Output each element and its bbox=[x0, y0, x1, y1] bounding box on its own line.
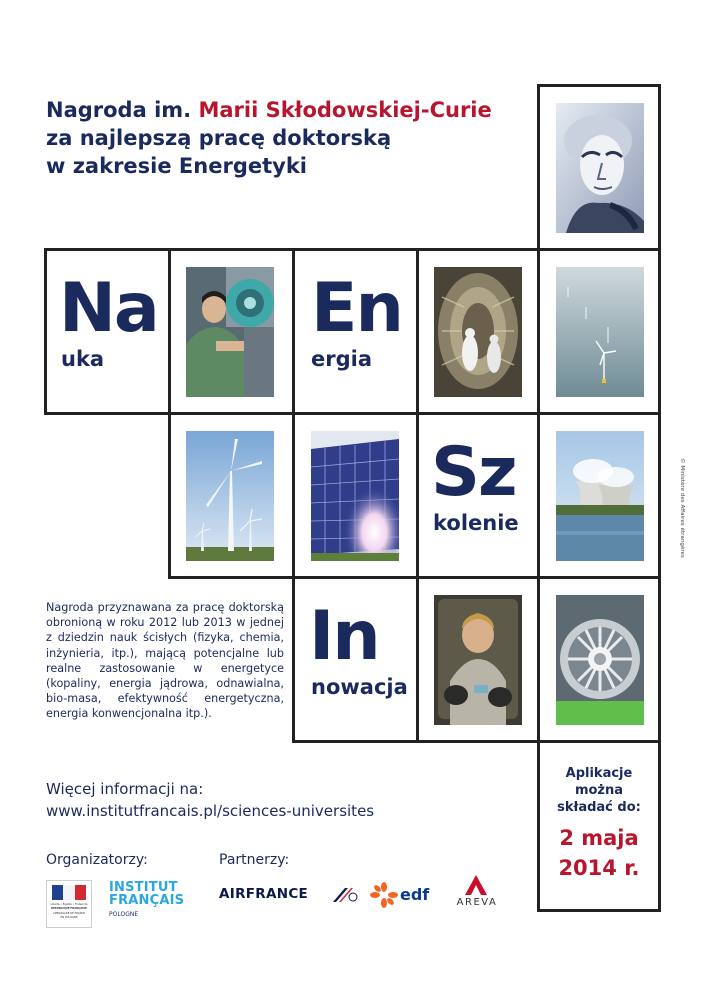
areva-logo bbox=[448, 874, 504, 912]
poster-title bbox=[46, 96, 526, 180]
symbol-en: En bbox=[311, 269, 402, 348]
republique-logo-text bbox=[49, 903, 89, 919]
symbol-sz-rest: kolenie bbox=[433, 511, 519, 535]
edf-logo bbox=[370, 880, 436, 910]
title-prefix: Nagroda im. bbox=[46, 98, 199, 122]
ambassade-country: EN POLOGNE bbox=[60, 915, 78, 919]
partners-label: Partnerzy: bbox=[219, 852, 290, 868]
application-label-line-2: można bbox=[574, 783, 624, 798]
offshore-wind-farm-image bbox=[556, 267, 644, 397]
cell-sz bbox=[416, 412, 540, 579]
cell-en bbox=[292, 248, 419, 415]
turbine-generator-image bbox=[556, 595, 644, 725]
cooling-towers-image bbox=[556, 431, 644, 561]
cell-laboratory-photo bbox=[168, 248, 295, 415]
cell-turbine-photo bbox=[537, 576, 661, 743]
title-curie-name: Marii Skłodowskiej-Curie bbox=[198, 98, 492, 122]
deadline-date-line-2: 2014 r. bbox=[558, 856, 640, 880]
reactor-interior-image bbox=[434, 267, 522, 397]
wind-turbines-image bbox=[186, 431, 274, 561]
edf-wordmark: edf bbox=[400, 885, 430, 904]
air-france-wordmark: AIRFRANCE bbox=[219, 886, 309, 902]
cell-reactor-photo bbox=[416, 248, 540, 415]
application-label-line-1: Aplikacje bbox=[565, 766, 633, 781]
cell-wind-turbine-photo bbox=[168, 412, 295, 579]
institut-logo-line-1: INSTITUT bbox=[109, 880, 178, 895]
republique-francaise-logo bbox=[46, 880, 92, 928]
curie-portrait-image bbox=[556, 103, 644, 233]
institut-logo-line-2: FRANÇAIS bbox=[109, 893, 185, 908]
more-info-url[interactable]: www.institutfrancais.pl/sciences-universites bbox=[46, 802, 375, 820]
laboratory-researcher-image bbox=[186, 267, 274, 397]
cell-offshore-wind-photo bbox=[537, 248, 661, 415]
award-description: Nagroda przyznawana za pracę doktorską obronioną w roku 2012 lub 2013 w jednej z dziedzin nauk ścisłych (fizyka, chemia, inżynieria, itp.), mającą potencjalne lub realne zastosowanie w energetyce (kopaliny, energia jądrowa, odnawialna, bio-masa, efektywność energetyczna, energia konwencjonalna itp.). bbox=[46, 601, 284, 721]
solar-panels-image bbox=[311, 431, 399, 561]
application-label bbox=[540, 765, 658, 816]
organizers-label: Organizatorzy: bbox=[46, 852, 148, 868]
areva-triangle-icon bbox=[464, 874, 488, 896]
cell-cooling-towers-photo bbox=[537, 412, 661, 579]
photo-credit-text: © Ministère des Affaires étrangères bbox=[679, 458, 685, 558]
institut-francais-logo bbox=[109, 881, 189, 918]
symbol-sz: Sz bbox=[431, 433, 516, 512]
photo-credit bbox=[677, 458, 689, 588]
republique-name: RÉPUBLIQUE FRANÇAISE bbox=[51, 906, 87, 910]
deadline-date bbox=[540, 823, 658, 883]
cell-in bbox=[292, 576, 419, 743]
symbol-en-rest: ergia bbox=[311, 347, 373, 371]
cell-scientist-photo bbox=[416, 576, 540, 743]
symbol-in: In bbox=[309, 597, 379, 676]
title-line-3: w zakresie Energetyki bbox=[46, 154, 307, 178]
symbol-in-rest: nowacja bbox=[311, 675, 408, 699]
more-info bbox=[46, 778, 374, 822]
cell-portrait bbox=[537, 84, 661, 251]
title-line-2: za najlepszą pracę doktorską bbox=[46, 126, 392, 150]
areva-wordmark: AREVA bbox=[456, 897, 498, 908]
cell-na bbox=[44, 248, 171, 415]
air-france-logo bbox=[219, 884, 359, 906]
air-france-stripes-icon bbox=[331, 884, 359, 906]
republique-motto: Liberté • Égalité • Fraternité bbox=[50, 903, 88, 906]
symbol-na-rest: uka bbox=[61, 347, 105, 371]
more-info-label: Więcej informacji na: bbox=[46, 780, 204, 798]
cell-solar-panel-photo bbox=[292, 412, 419, 579]
symbol-na: Na bbox=[59, 269, 158, 348]
french-flag-icon bbox=[52, 885, 86, 900]
scientist-glovebox-image bbox=[434, 595, 522, 725]
deadline-date-line-1: 2 maja bbox=[559, 826, 639, 850]
application-label-line-3: składać do: bbox=[557, 800, 641, 815]
cell-application-deadline bbox=[537, 740, 661, 912]
edf-flower-icon bbox=[370, 882, 398, 908]
ambassade-name: AMBASSADE DE FRANCE bbox=[53, 912, 85, 916]
institut-logo-country: POLOGNE bbox=[109, 911, 139, 918]
